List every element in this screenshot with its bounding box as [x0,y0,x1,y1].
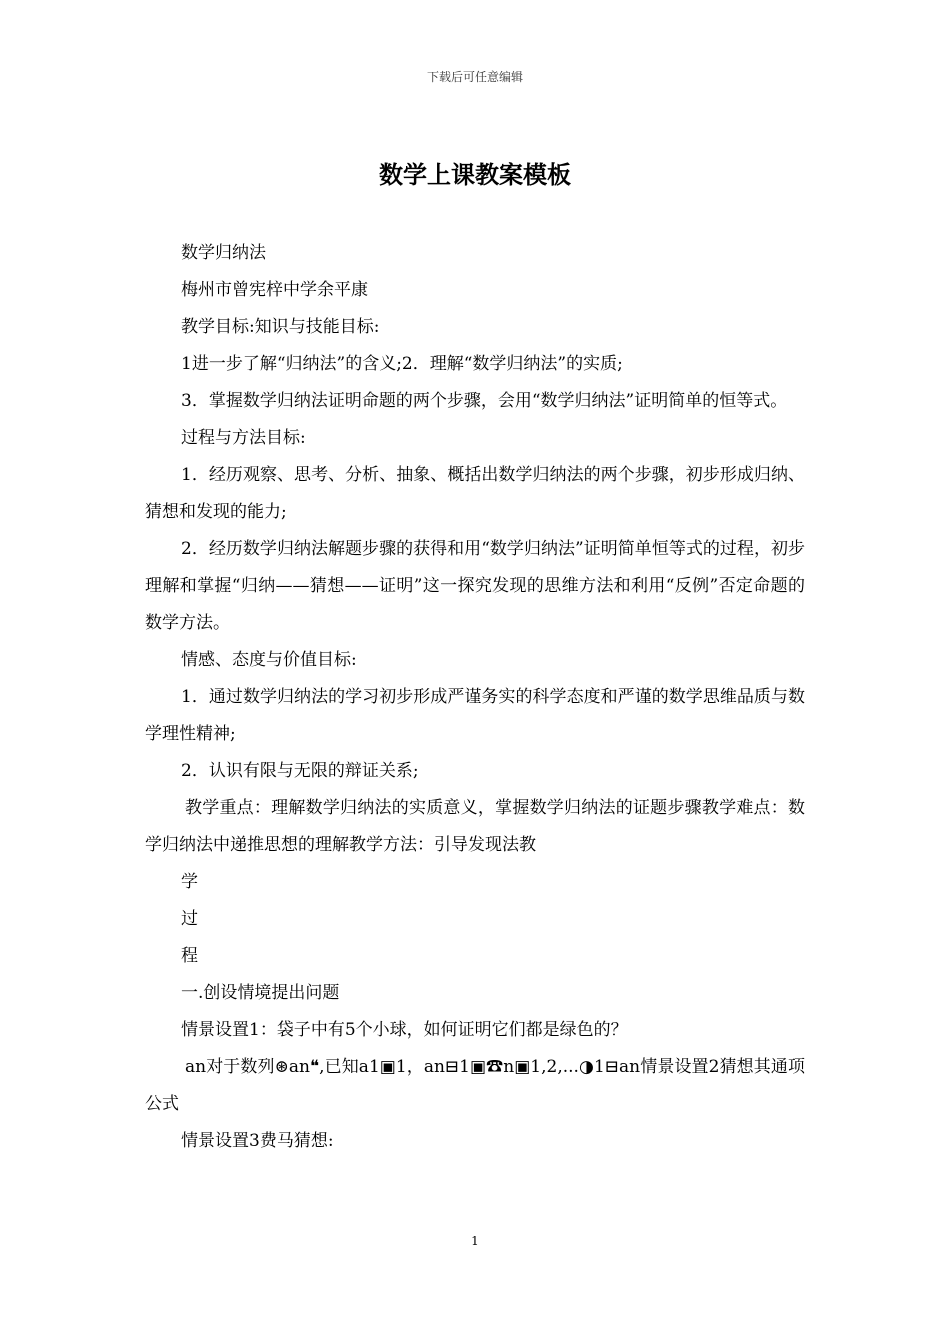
header-note: 下载后可任意编辑 [426,70,523,84]
paragraph: 教学目标:知识与技能目标: [181,317,380,337]
paragraph: 2．经历数学归纳法解题步骤的获得和用“数学归纳法”证明简单恒等式的过程，初步理解和掌握“归纳——猜想——证明”这一探究发现的思维方法和利用“反例”否定命题的数学方法。 [145,539,805,633]
paragraph: 一.创设情境提出问题 [181,983,340,1003]
paragraph: 情景设置3费马猜想: [181,1131,334,1151]
paragraph: 情景设置1：袋子中有5个小球，如何证明它们都是绿色的？ [181,1020,628,1040]
paragraph: 1进一步了解“归纳法”的含义;2．理解“数学归纳法”的实质; [181,354,623,374]
paragraph: 程 [181,946,198,966]
paragraph: 梅州市曾宪梓中学余平康 [181,280,368,300]
paragraph: 数学归纳法 [181,243,266,263]
paragraph: 1．通过数学归纳法的学习初步形成严谨务实的科学态度和严谨的数学思维品质与数学理性精神; [145,687,805,744]
paragraph: 2．认识有限与无限的辩证关系; [181,761,419,781]
paragraph: 过 [181,909,198,929]
paragraph: 教学重点：理解数学归纳法的实质意义，掌握数学归纳法的证题步骤教学难点：数学归纳法中递推思想的理解教学方法：引导发现法教 [145,798,805,855]
paragraph: an对于数列⊛an❝,已知a1▣1，an⊟1▣☎n▣1,2,...◑1⊟an情景设置2猜想其通项公式 [145,1057,805,1114]
paragraph: 过程与方法目标: [181,428,306,448]
document-body [145,235,805,1160]
document-title: 数学上课教案模板 [379,161,571,189]
paragraph: 情感、态度与价值目标: [181,650,357,670]
paragraph: 3．掌握数学归纳法证明命题的两个步骤，会用“数学归纳法”证明简单的恒等式。 [181,391,788,411]
paragraph: 1．经历观察、思考、分析、抽象、概括出数学归纳法的两个步骤，初步形成归纳、猜想和发现的能力; [145,465,805,522]
paragraph: 学 [181,872,198,892]
page-number: 1 [471,1234,479,1248]
